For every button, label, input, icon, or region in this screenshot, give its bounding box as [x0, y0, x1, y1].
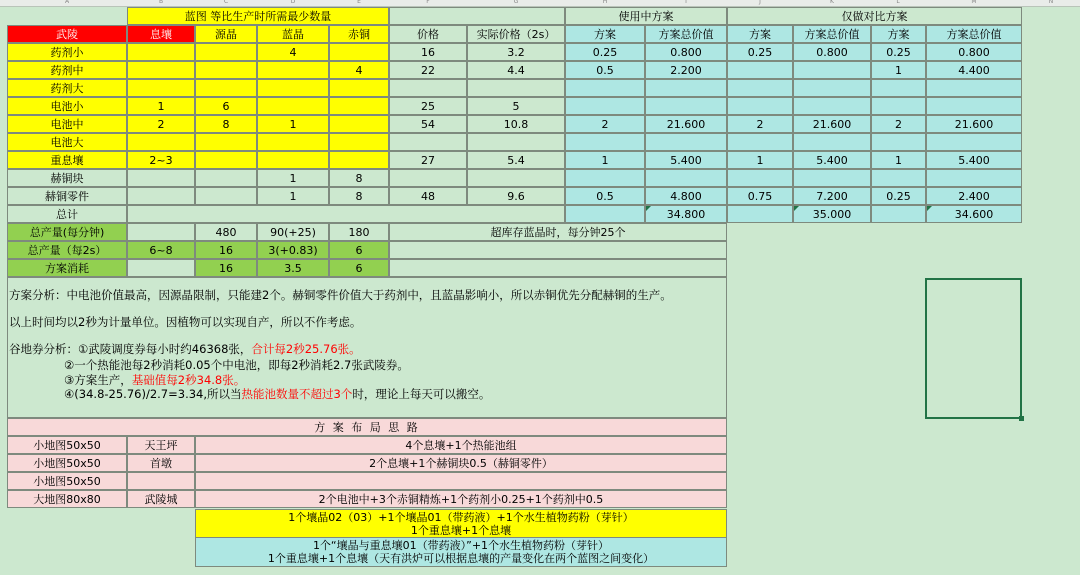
- row-real-price: 3.2: [467, 43, 565, 61]
- row-price: 22: [389, 61, 467, 79]
- row-plan-3: [871, 97, 926, 115]
- layout-title: 方 案 布 局 思 路: [7, 418, 727, 436]
- row-xirang: 2~3: [127, 151, 195, 169]
- row-value-3: 4.400: [926, 61, 1022, 79]
- row-value-3: [926, 169, 1022, 187]
- column-header-bar: [0, 0, 1080, 7]
- row-real-price: [467, 169, 565, 187]
- extra-yellow-line-2: 1个重息壤+1个息壤: [410, 523, 512, 537]
- row-plan-2: 2: [727, 115, 793, 133]
- row-plan-2: [727, 169, 793, 187]
- row-plan-1: [565, 79, 645, 97]
- row-yuanjing: 6: [195, 97, 257, 115]
- row-price: [389, 169, 467, 187]
- row-plan-3: [871, 133, 926, 151]
- layout-map: 小地图50x50: [7, 472, 127, 490]
- header-plan-2: 方案: [727, 25, 793, 43]
- analysis-text: ④(34.8-25.76)/2.7=3.34,所以当: [64, 387, 242, 401]
- analysis-line-2: 以上时间均以2秒为计量单位。因植物可以实现自产，所以不作考虑。: [9, 315, 362, 329]
- row-xirang: [127, 61, 195, 79]
- layout-desc: 4个息壤+1个热能池组: [195, 436, 727, 454]
- consumption-yuanjing: 16: [195, 259, 257, 277]
- row-lanjing: 1: [257, 115, 329, 133]
- row-chitong: [329, 133, 389, 151]
- comment-marker: [794, 206, 799, 211]
- row-value-3: 21.600: [926, 115, 1022, 133]
- column-letter[interactable]: I: [685, 0, 687, 5]
- total-blank-plan1: [565, 205, 645, 223]
- row-item-name: 药剂小: [7, 43, 127, 61]
- row-yuanjing: [195, 43, 257, 61]
- row-plan-1: [565, 169, 645, 187]
- row-plan-1: 0.5: [565, 187, 645, 205]
- layout-place: 武陵城: [127, 490, 195, 508]
- row-item-name: 药剂中: [7, 61, 127, 79]
- row-chitong: [329, 79, 389, 97]
- row-real-price: 5.4: [467, 151, 565, 169]
- header-plan-1: 方案: [565, 25, 645, 43]
- row-real-price: 5: [467, 97, 565, 115]
- row-plan-2: [727, 97, 793, 115]
- row-value-1: [645, 97, 727, 115]
- row-price: [389, 79, 467, 97]
- row-value-1: 0.800: [645, 43, 727, 61]
- row-price: 54: [389, 115, 467, 133]
- column-letter[interactable]: E: [357, 0, 361, 5]
- layout-map: 大地图80x80: [7, 490, 127, 508]
- column-letter[interactable]: J: [759, 0, 761, 5]
- row-lanjing: [257, 151, 329, 169]
- total-value-3: 34.600: [926, 205, 1022, 223]
- header-yuanjing: 源晶: [195, 25, 257, 43]
- row-plan-3: 0.25: [871, 43, 926, 61]
- row-value-2: [793, 97, 871, 115]
- row-lanjing: 4: [257, 43, 329, 61]
- row-xirang: [127, 187, 195, 205]
- layout-desc: 2个息壤+1个赫铜块0.5（赫铜零件）: [195, 454, 727, 472]
- header-real-price: 实际价格（2s）: [467, 25, 565, 43]
- row-plan-3: [871, 79, 926, 97]
- row-xirang: [127, 79, 195, 97]
- row-value-2: [793, 133, 871, 151]
- row-chitong: [329, 97, 389, 115]
- row-real-price: 4.4: [467, 61, 565, 79]
- layout-desc: 2个电池中+3个赤铜精炼+1个药剂小0.25+1个药剂中0.5: [195, 490, 727, 508]
- prod-per-2s-lanjing: 3(+0.83): [257, 241, 329, 259]
- row-chitong: [329, 115, 389, 133]
- row-chitong: 8: [329, 187, 389, 205]
- row-value-3: [926, 97, 1022, 115]
- row-item-name: 电池大: [7, 133, 127, 151]
- column-letter[interactable]: K: [830, 0, 834, 5]
- row-plan-3: [871, 169, 926, 187]
- row-real-price: 10.8: [467, 115, 565, 133]
- row-plan-1: [565, 133, 645, 151]
- row-item-name: 药剂大: [7, 79, 127, 97]
- consumption-label: 方案消耗: [7, 259, 127, 277]
- row-value-2: 21.600: [793, 115, 871, 133]
- row-value-1: 4.800: [645, 187, 727, 205]
- row-item-name: 重息壤: [7, 151, 127, 169]
- row-value-3: 2.400: [926, 187, 1022, 205]
- total-blank-plan3: [871, 205, 926, 223]
- row-item-name: 电池中: [7, 115, 127, 133]
- row-plan-3: 1: [871, 61, 926, 79]
- analysis-line-1: 方案分析：中电池价值最高，因源晶限制，只能建2个。赫铜零件价值大于药剂中，且蓝晶影响小，所以赤铜优先分配赫铜的生产。: [9, 288, 672, 302]
- prod-per-2s-label: 总产量（每2s）: [7, 241, 127, 259]
- row-lanjing: 1: [257, 187, 329, 205]
- row-plan-2: [727, 79, 793, 97]
- row-value-2: [793, 79, 871, 97]
- row-value-2: [793, 61, 871, 79]
- row-price: [389, 133, 467, 151]
- row-chitong: [329, 43, 389, 61]
- row-plan-2: [727, 133, 793, 151]
- header-blueprint: 蓝图 等比生产时所需最少数量: [127, 7, 389, 25]
- row-value-1: [645, 169, 727, 187]
- row-plan-3: 0.25: [871, 187, 926, 205]
- header-xirang: 息壤: [127, 25, 195, 43]
- row-value-2: 7.200: [793, 187, 871, 205]
- row-chitong: 4: [329, 61, 389, 79]
- row-chitong: [329, 151, 389, 169]
- prod-per-minute-lanjing: 90(+25): [257, 223, 329, 241]
- blank-cell: [389, 241, 727, 259]
- comment-marker: [927, 206, 932, 211]
- row-item-name: 赫铜零件: [7, 187, 127, 205]
- column-letter[interactable]: F: [426, 0, 430, 5]
- row-xirang: [127, 169, 195, 187]
- blank-cell: [389, 259, 727, 277]
- prod-per-2s-xirang: 6~8: [127, 241, 195, 259]
- row-plan-2: [727, 61, 793, 79]
- layout-map: 小地图50x50: [7, 454, 127, 472]
- header-price: 价格: [389, 25, 467, 43]
- total-value-2: 35.000: [793, 205, 871, 223]
- column-letter[interactable]: L: [896, 0, 900, 5]
- row-plan-1: 2: [565, 115, 645, 133]
- total-label: 总计: [7, 205, 127, 223]
- row-value-2: 0.800: [793, 43, 871, 61]
- row-plan-2: 1: [727, 151, 793, 169]
- layout-map: 小地图50x50: [7, 436, 127, 454]
- row-xirang: 2: [127, 115, 195, 133]
- row-real-price: [467, 79, 565, 97]
- row-plan-1: 1: [565, 151, 645, 169]
- row-yuanjing: [195, 169, 257, 187]
- header-blank-price: [389, 7, 565, 25]
- column-letter[interactable]: B: [158, 0, 164, 5]
- comment-marker: [646, 206, 651, 211]
- row-yuanjing: [195, 187, 257, 205]
- row-plan-1: 0.25: [565, 43, 645, 61]
- row-value-1: [645, 133, 727, 151]
- row-lanjing: [257, 97, 329, 115]
- row-price: 25: [389, 97, 467, 115]
- row-lanjing: [257, 79, 329, 97]
- extra-teal-block: [195, 537, 727, 567]
- header-total-1: 方案总价值: [645, 25, 727, 43]
- extra-teal-line-2: 1个重息壤+1个息壤（天有洪炉可以根据息壤的产量变化在两个蓝图之间变化）: [267, 552, 655, 565]
- header-chitong: 赤铜: [329, 25, 389, 43]
- header-lanjing: 蓝晶: [257, 25, 329, 43]
- row-value-3: 5.400: [926, 151, 1022, 169]
- row-value-2: [793, 169, 871, 187]
- layout-place: 首墩: [127, 454, 195, 472]
- analysis-text: 谷地券分析：①武陵调度券每小时约46368张，: [9, 342, 252, 356]
- row-chitong: 8: [329, 169, 389, 187]
- column-letter[interactable]: H: [602, 0, 608, 5]
- row-plan-2: 0.25: [727, 43, 793, 61]
- prod-per-2s-chitong: 6: [329, 241, 389, 259]
- row-value-1: [645, 79, 727, 97]
- analysis-line-3: [9, 341, 361, 357]
- row-value-1: 5.400: [645, 151, 727, 169]
- column-letter[interactable]: N: [1048, 0, 1054, 5]
- prod-per-minute-yuanjing: 480: [195, 223, 257, 241]
- analysis-text: 时，理论上每天可以搬空。: [352, 387, 491, 401]
- row-xirang: [127, 43, 195, 61]
- row-price: 16: [389, 43, 467, 61]
- row-xirang: 1: [127, 97, 195, 115]
- row-lanjing: [257, 133, 329, 151]
- analysis-text: ③方案生产，: [64, 373, 132, 387]
- column-letter[interactable]: C: [223, 0, 229, 5]
- column-letter[interactable]: M: [971, 0, 977, 5]
- row-lanjing: [257, 61, 329, 79]
- extra-yellow-line-1: 1个壤晶02（03）+1个壤晶01（带药液）+1个水生植物药粉（芽针）: [288, 510, 634, 524]
- row-value-3: [926, 133, 1022, 151]
- row-yuanjing: [195, 61, 257, 79]
- analysis-highlight: 基础值每2秒34.8张。: [131, 373, 246, 387]
- row-price: 27: [389, 151, 467, 169]
- header-compare-plan: 仅做对比方案: [727, 7, 1022, 25]
- row-value-1: 21.600: [645, 115, 727, 133]
- analysis-highlight: 合计每2秒25.76张。: [251, 342, 361, 356]
- column-letter[interactable]: A: [64, 0, 70, 5]
- row-plan-2: 0.75: [727, 187, 793, 205]
- row-item-name: 赫铜块: [7, 169, 127, 187]
- consumption-xirang: [127, 259, 195, 277]
- total-blank-a: [127, 205, 565, 223]
- total-blank-plan2: [727, 205, 793, 223]
- row-value-3: [926, 79, 1022, 97]
- analysis-highlight: 热能池数量不超过3个: [241, 387, 353, 401]
- row-yuanjing: [195, 151, 257, 169]
- prod-per-minute-label: 总产量(每分钟): [7, 223, 127, 241]
- layout-desc: [195, 472, 727, 490]
- row-value-1: 2.200: [645, 61, 727, 79]
- row-value-2: 5.400: [793, 151, 871, 169]
- row-plan-1: [565, 97, 645, 115]
- row-real-price: [467, 133, 565, 151]
- row-plan-3: 2: [871, 115, 926, 133]
- row-yuanjing: 8: [195, 115, 257, 133]
- row-plan-1: 0.5: [565, 61, 645, 79]
- overflow-note: 超库存蓝晶时，每分钟25个: [389, 223, 727, 241]
- consumption-lanjing: 3.5: [257, 259, 329, 277]
- column-letter[interactable]: D: [290, 0, 296, 5]
- row-yuanjing: [195, 79, 257, 97]
- cell-selection[interactable]: [925, 278, 1022, 419]
- row-plan-3: 1: [871, 151, 926, 169]
- column-letter[interactable]: G: [513, 0, 519, 5]
- header-using-plan: 使用中方案: [565, 7, 727, 25]
- layout-place: [127, 472, 195, 490]
- row-real-price: 9.6: [467, 187, 565, 205]
- row-item-name: 电池小: [7, 97, 127, 115]
- layout-place: 天王坪: [127, 436, 195, 454]
- analysis-line-4: ②一个热能池每2秒消耗0.05个中电池，即每2秒消耗2.7张武陵券。: [64, 358, 409, 372]
- row-value-3: 0.800: [926, 43, 1022, 61]
- header-total-2: 方案总价值: [793, 25, 871, 43]
- row-yuanjing: [195, 133, 257, 151]
- prod-per-minute-chitong: 180: [329, 223, 389, 241]
- row-xirang: [127, 133, 195, 151]
- consumption-chitong: 6: [329, 259, 389, 277]
- header-total-3: 方案总价值: [926, 25, 1022, 43]
- header-item: 武陵: [7, 25, 127, 43]
- prod-per-2s-yuanjing: 16: [195, 241, 257, 259]
- header-plan-3: 方案: [871, 25, 926, 43]
- total-value-1: 34.800: [645, 205, 727, 223]
- row-price: 48: [389, 187, 467, 205]
- extra-teal-line-1: 1个“壤晶与重息壤01（带药液）”+1个水生植物药粉（芽针）: [312, 539, 610, 552]
- extra-yellow-block: [195, 509, 727, 538]
- row-lanjing: 1: [257, 169, 329, 187]
- prod-per-minute-xirang: [127, 223, 195, 241]
- analysis-line-6: [64, 386, 490, 402]
